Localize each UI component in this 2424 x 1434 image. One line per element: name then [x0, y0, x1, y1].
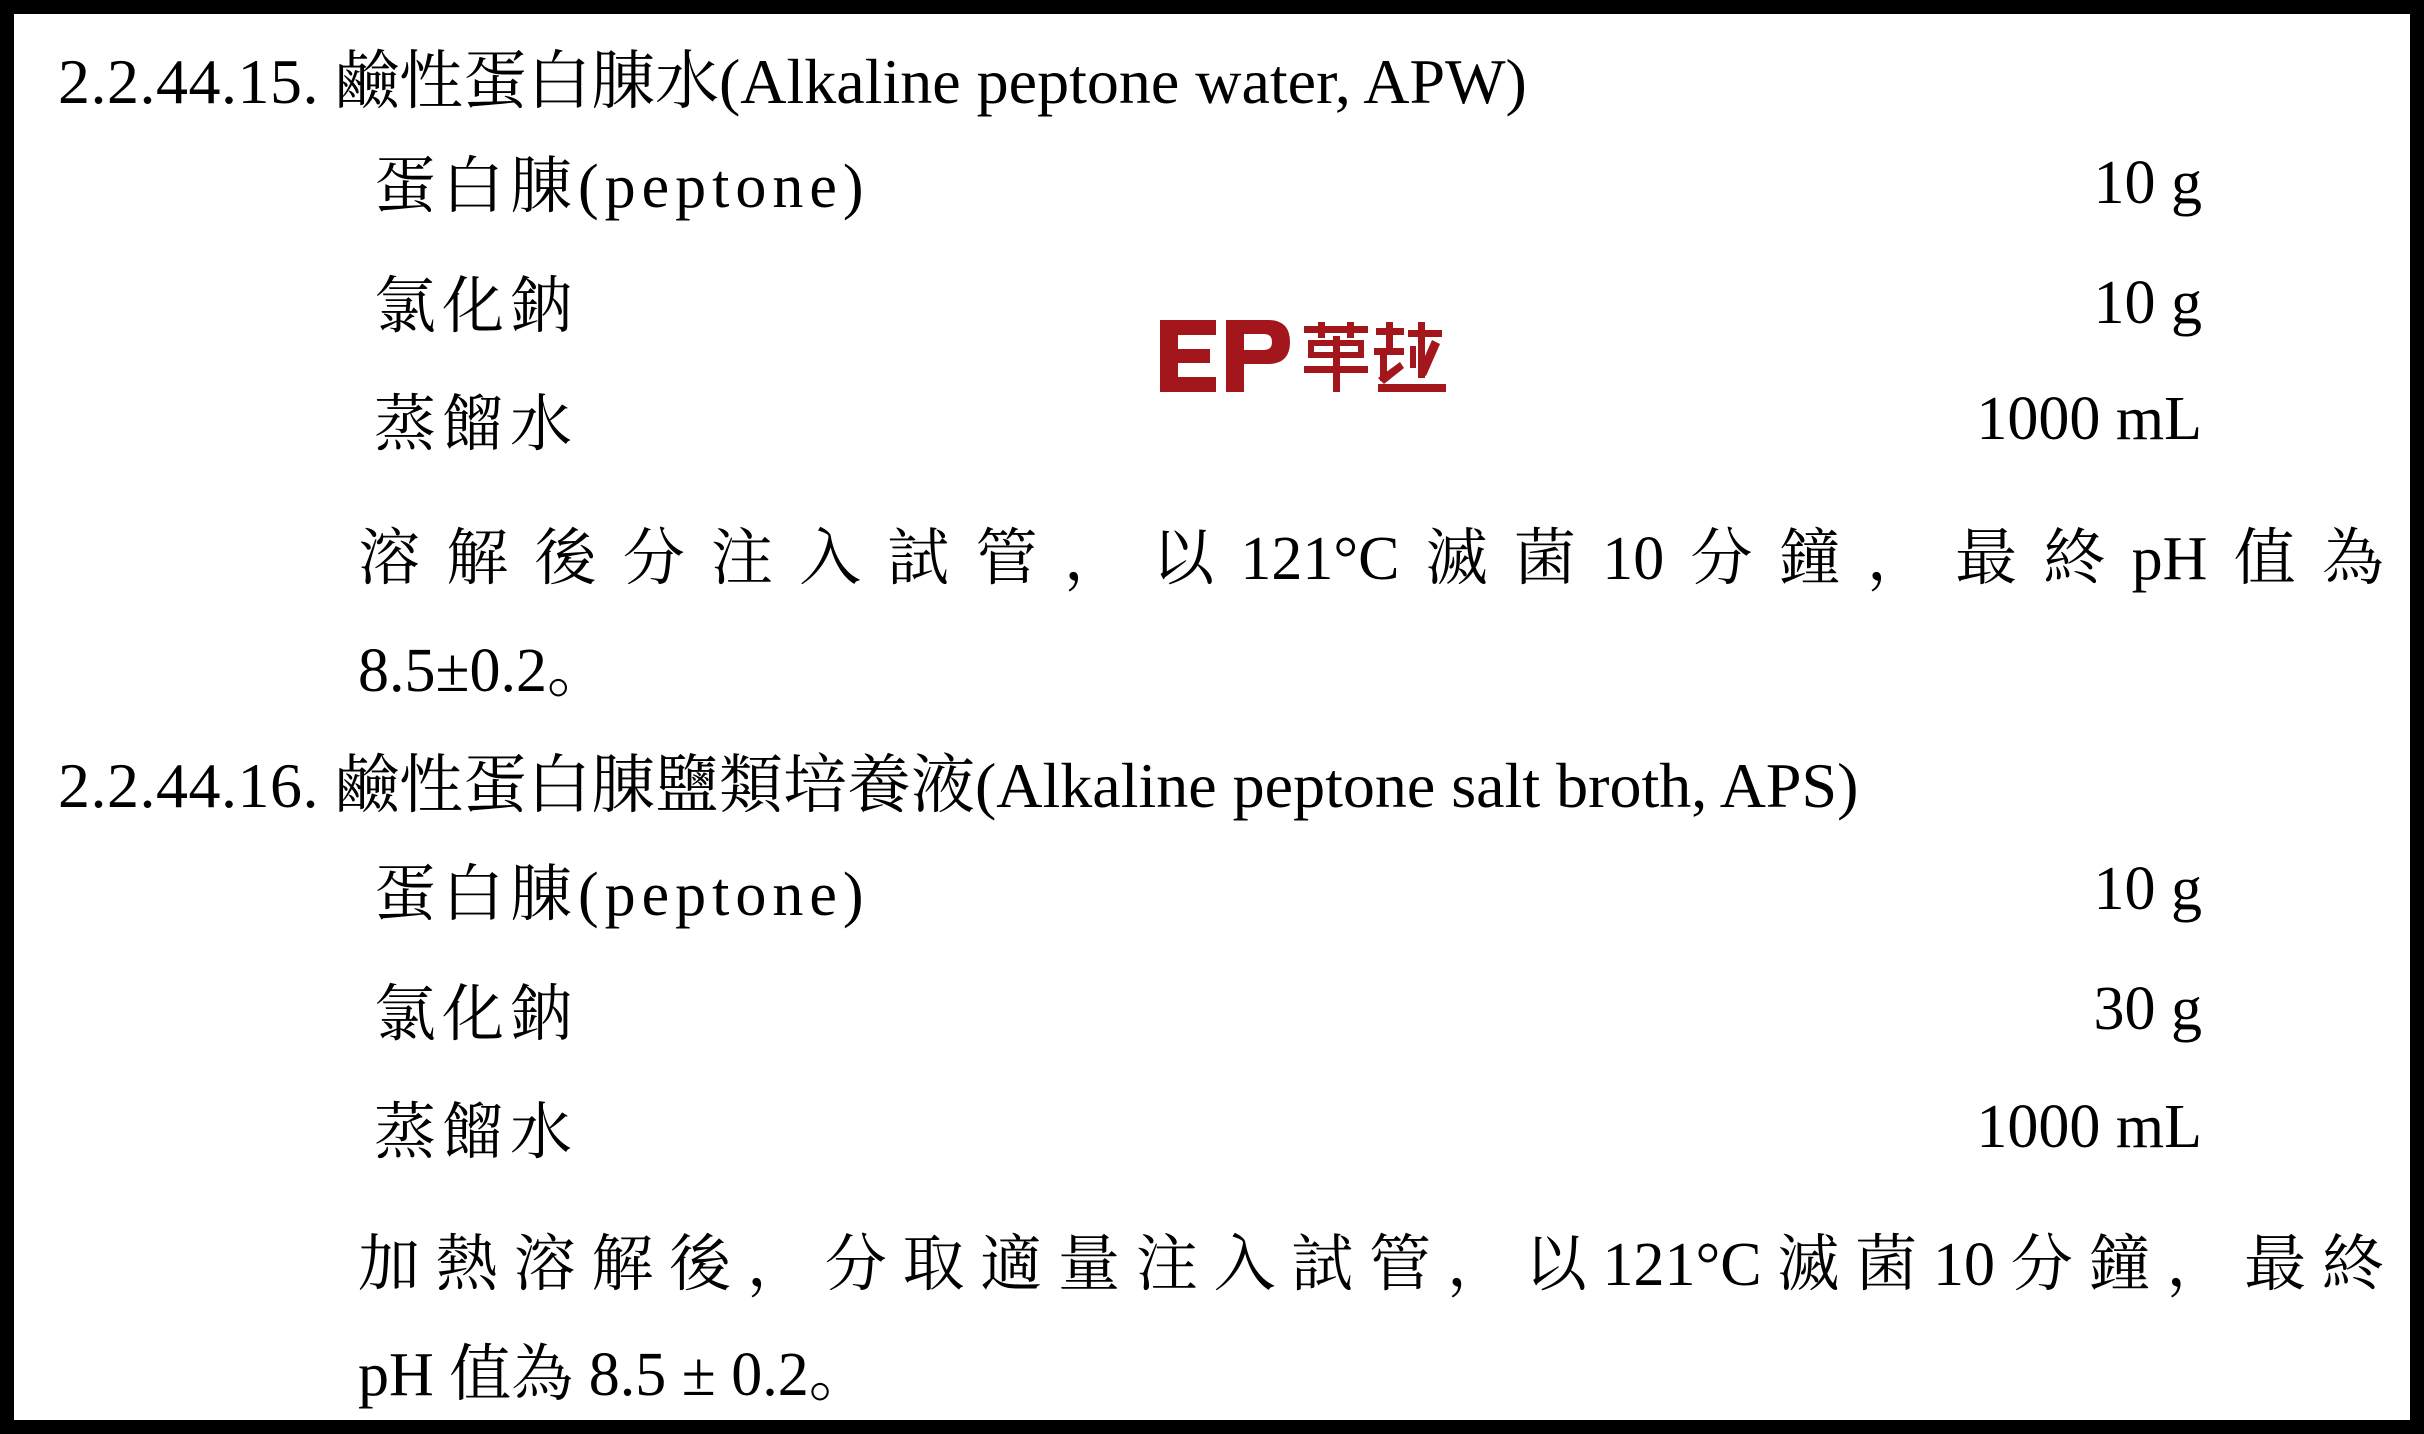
- instruction-word: 鐘: [2088, 1231, 2151, 1299]
- instruction-word: 注: [710, 525, 773, 593]
- instruction-word: 管: [1369, 1231, 1432, 1299]
- instruction-word: 分: [622, 525, 685, 593]
- instruction-word: 量: [1058, 1231, 1121, 1299]
- instruction-line: pH 值為 8.5 ± 0.2。: [358, 1341, 871, 1409]
- instruction-word: pH: [2131, 525, 2208, 593]
- instruction-word: 熱: [435, 1231, 498, 1299]
- instruction-word: 解: [591, 1231, 654, 1299]
- instruction-word: 121°C: [1602, 1231, 1762, 1299]
- instruction-word: 最: [2244, 1231, 2307, 1299]
- instruction-word: ，: [746, 1231, 809, 1299]
- instruction-word: 分: [2010, 1231, 2073, 1299]
- ingredient-quantity: 1000 mL: [1976, 1093, 2202, 1161]
- instruction-word: 滅: [1425, 525, 1488, 593]
- instruction-word: 鐘: [1778, 525, 1841, 593]
- instruction-word: 10: [1602, 525, 1665, 593]
- section-heading-apw: [58, 46, 1527, 117]
- ingredient-quantity: 10 g: [2093, 269, 2202, 337]
- ingredient-quantity: 10 g: [2093, 149, 2202, 217]
- ingredient-name: 氯化鈉: [374, 981, 579, 1049]
- ingredient-quantity: 1000 mL: [1976, 385, 2202, 453]
- instruction-word: 以: [1524, 1231, 1587, 1299]
- ingredient-name: 蒸餾水: [374, 391, 579, 459]
- instruction-word: 分: [824, 1231, 887, 1299]
- instruction-word: 分: [1690, 525, 1753, 593]
- instruction-line: [358, 1231, 2384, 1299]
- instruction-word: ，: [1866, 525, 1929, 593]
- brand-watermark-logo: [1160, 318, 1446, 396]
- instruction-line: 8.5±0.2。: [358, 637, 610, 705]
- section-number: 2.2.44.15.: [58, 46, 319, 117]
- ingredient-quantity: 30 g: [2093, 975, 2202, 1043]
- instruction-word: 入: [1213, 1231, 1276, 1299]
- instruction-word: 管: [975, 525, 1038, 593]
- instruction-line: [358, 525, 2384, 593]
- instruction-word: 溶: [513, 1231, 576, 1299]
- instruction-word: 菌: [1513, 525, 1576, 593]
- instruction-word: ，: [1446, 1231, 1509, 1299]
- instruction-word: 後: [669, 1231, 732, 1299]
- instruction-word: 終: [2321, 1231, 2384, 1299]
- instruction-word: 加: [358, 1231, 421, 1299]
- ingredient-name: 蛋白腖(peptone): [374, 153, 870, 221]
- instruction-word: 121°C: [1240, 525, 1400, 593]
- ingredient-name: 蒸餾水: [374, 1099, 579, 1167]
- section-heading-aps: [58, 750, 1859, 821]
- instruction-word: 值: [2233, 525, 2296, 593]
- instruction-word: 注: [1135, 1231, 1198, 1299]
- section-title: 鹼性蛋白腖鹽類培養液(Alkaline peptone salt broth, APS): [335, 750, 1859, 821]
- section-title: 鹼性蛋白腖水(Alkaline peptone water, APW): [335, 46, 1527, 117]
- instruction-word: 取: [902, 1231, 965, 1299]
- instruction-word: ，: [1063, 525, 1126, 593]
- instruction-word: 解: [446, 525, 509, 593]
- instruction-word: 以: [1152, 525, 1215, 593]
- instruction-word: 試: [887, 525, 950, 593]
- instruction-word: 入: [799, 525, 862, 593]
- instruction-word: 試: [1291, 1231, 1354, 1299]
- section-number: 2.2.44.16.: [58, 750, 319, 821]
- instruction-word: 10: [1932, 1231, 1995, 1299]
- instruction-word: 滅: [1777, 1231, 1840, 1299]
- instruction-word: 終: [2043, 525, 2106, 593]
- ingredient-name: 氯化鈉: [374, 273, 579, 341]
- ingredient-quantity: 10 g: [2093, 855, 2202, 923]
- instruction-word: 溶: [358, 525, 421, 593]
- instruction-word: ，: [2166, 1231, 2229, 1299]
- instruction-word: 最: [1955, 525, 2018, 593]
- instruction-word: 菌: [1855, 1231, 1918, 1299]
- instruction-word: 為: [2321, 525, 2384, 593]
- ingredient-name: 蛋白腖(peptone): [374, 861, 870, 929]
- instruction-word: 後: [534, 525, 597, 593]
- instruction-word: 適: [980, 1231, 1043, 1299]
